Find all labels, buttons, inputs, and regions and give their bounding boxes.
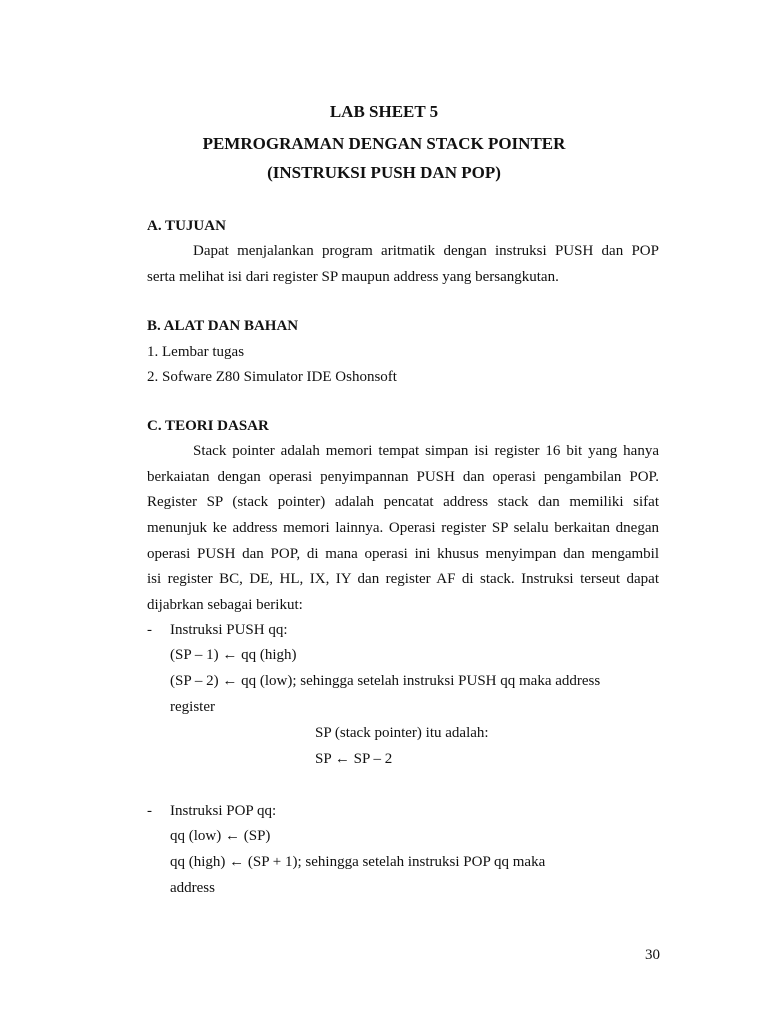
push-line: SP ← SP – 2 [315, 751, 393, 767]
push-line: register [170, 699, 215, 715]
section-b-heading: B. ALAT DAN BAHAN [147, 318, 299, 334]
pop-line: qq (low) ← (SP) [170, 828, 271, 844]
section-c-paragraph-line: isi register BC, DE, HL, IX, IY dan register AF di stack. Instruksi terseut dapat [147, 571, 659, 587]
section-c-paragraph-line: operasi PUSH dan POP, di mana operasi ini khusus menyimpan dan mengambil [147, 546, 659, 562]
page-number: 30 [645, 947, 660, 963]
push-bullet-dash: - [147, 622, 152, 638]
chapter-title: PEMROGRAMAN DENGAN STACK POINTER [202, 134, 566, 153]
section-c-heading: C. TEORI DASAR [147, 418, 269, 434]
push-label: Instruksi PUSH qq: [170, 622, 288, 638]
pop-line: address [170, 880, 215, 896]
pop-bullet-dash: - [147, 803, 152, 819]
section-c-paragraph-line: Stack pointer adalah memori tempat simpan isi register 16 bit yang hanya [193, 443, 659, 459]
push-line: (SP – 2) ← qq (low); sehingga setelah instruksi PUSH qq maka address [170, 673, 601, 689]
pop-line: qq (high) ← (SP + 1); sehingga setelah instruksi POP qq maka [170, 854, 546, 870]
section-c-paragraph-line: dijabrkan sebagai berikut: [147, 597, 303, 613]
push-line: SP (stack pointer) itu adalah: [315, 725, 489, 741]
section-a-heading: A. TUJUAN [147, 218, 226, 234]
section-c-paragraph-line: Register SP (stack pointer) adalah pencatat address stack dan memiliki sifat [147, 494, 659, 510]
chapter-subtitle: (INSTRUKSI PUSH DAN POP) [267, 163, 501, 182]
push-line: (SP – 1) ← qq (high) [170, 647, 297, 663]
list-item: 1. Lembar tugas [147, 344, 245, 360]
section-a-paragraph-line: Dapat menjalankan program aritmatik dengan instruksi PUSH dan POP [193, 243, 659, 259]
lab-sheet-title: LAB SHEET 5 [329, 102, 439, 121]
pop-label: Instruksi POP qq: [170, 803, 277, 819]
list-item: 2. Sofware Z80 Simulator IDE Oshonsoft [147, 369, 397, 385]
section-c-paragraph-line: menunjuk ke address memori lainnya. Operasi register SP selalu berkaitan dnegan [147, 520, 659, 536]
section-c-paragraph-line: berkaiatan dengan operasi penyimpannan PUSH dan operasi pengambilan POP. [147, 469, 659, 485]
section-a-paragraph-line: serta melihat isi dari register SP maupun address yang bersangkutan. [147, 269, 559, 285]
